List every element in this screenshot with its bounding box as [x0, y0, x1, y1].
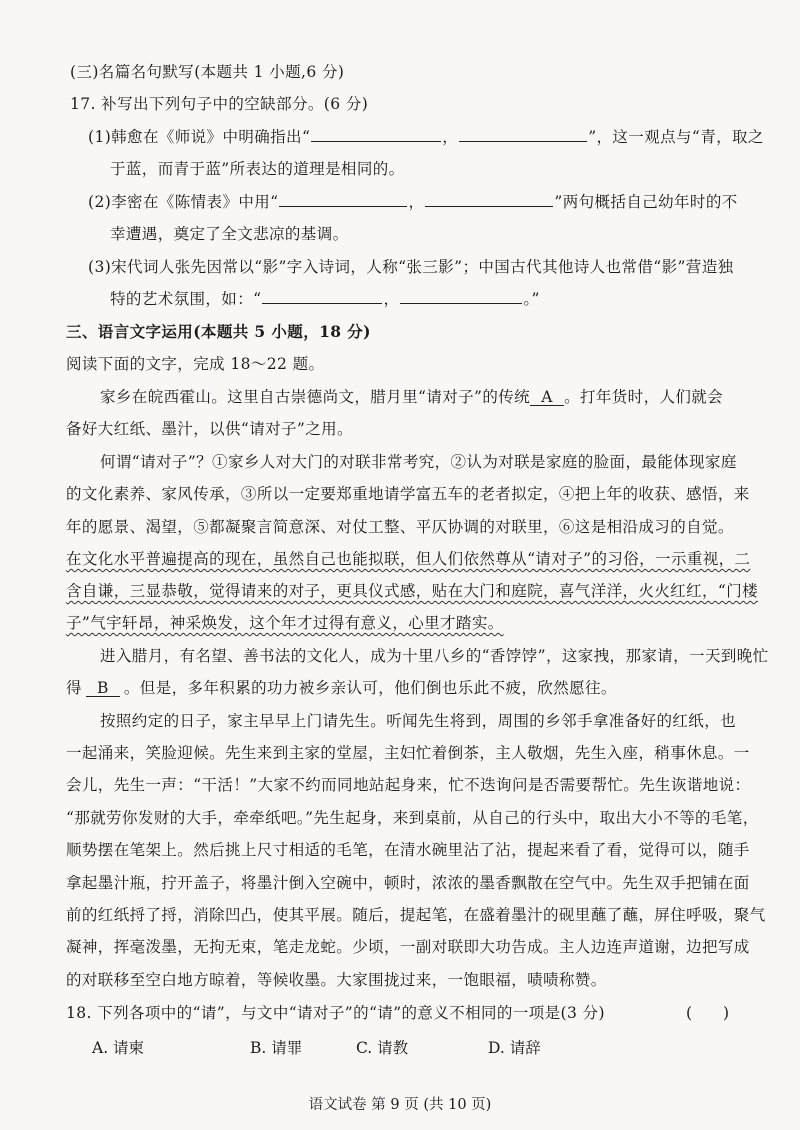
passage-text: 的对联移至空白地方晾着，等候收墨。大家围拢过来，一饱眼福，啧啧称赞。 — [66, 971, 607, 989]
item-2-text-c: 幸遭遇，奠定了全文悲凉的基调。 — [110, 225, 349, 243]
underlined-text: 子”气宇轩昂，神采焕发，这个年才过得有意义，心里才踏实。 — [66, 614, 504, 632]
item-3-text-c: 。” — [523, 290, 540, 308]
passage-text: 年的愿景、渴望，⑤都凝聚言简意深、对仗工整、平仄协调的对联里，⑥这是相沿成习的自觉。 — [66, 518, 734, 536]
option-label: D. 请辞 — [488, 1039, 541, 1057]
option-label: C. 请教 — [356, 1039, 409, 1057]
passage-text: 备好大红纸、墨汁，以供“请对子”之用。 — [66, 420, 353, 438]
passage-text: 何谓“请对子”？①家乡人对大门的对联非常考究，②认为对联是家庭的脸面，最能体现家庭 — [100, 453, 737, 471]
passage-line — [100, 387, 723, 409]
blank-marker-b: B — [86, 680, 120, 697]
question-17-stem — [70, 94, 368, 116]
passage-text: 前的红纸捋了捋，消除凹凸，使其平展。随后，提起笔，在盛着墨汁的砚里蘸了蘸，屏住呼吸，聚气 — [66, 906, 766, 924]
passage-line — [100, 452, 737, 474]
option-label: A. 请柬 — [92, 1039, 145, 1057]
item-2-comma: ， — [408, 193, 425, 211]
answer-blank[interactable] — [262, 289, 382, 304]
passage-line — [66, 775, 750, 797]
passage-text: 拿起墨汁瓶，拧开盖子，将墨汁倒入空碗中，顿时，浓浓的墨香飘散在空气中。先生双手把铺在面 — [66, 874, 750, 892]
answer-blank[interactable] — [279, 192, 407, 207]
section-heading-poems — [70, 62, 344, 84]
blank-marker-a: A — [530, 389, 564, 406]
page-footer — [0, 1095, 800, 1115]
passage-line — [66, 678, 617, 700]
passage-text: 。但是，多年积累的功力被乡亲认可，他们倒也乐此不疲，欣然愿往。 — [123, 679, 617, 697]
option-c[interactable] — [356, 1038, 408, 1058]
answer-parentheses[interactable] — [686, 1003, 729, 1023]
passage-line — [66, 905, 766, 927]
answer-blank[interactable] — [400, 289, 522, 304]
reading-instruction — [66, 354, 324, 376]
item-1-text-b: ”，这一观点与“青，取之 — [588, 128, 764, 146]
item-1-text-c: 于蓝，而青于蓝”所表达的道理是相同的。 — [110, 160, 405, 178]
question-18-stem — [66, 1003, 605, 1025]
passage-line — [66, 484, 750, 506]
question-17-item-1-cont — [110, 159, 405, 181]
passage-line — [66, 743, 750, 765]
item-2-text-b: ”两句概括自己幼年时的不 — [554, 193, 738, 211]
passage-line — [66, 840, 750, 862]
passage-text: 按照约定的日子，家主早早上门请先生。听闻先生将到，周围的乡邻手拿准备好的红纸，也 — [100, 712, 737, 730]
item-3-comma: ， — [383, 290, 400, 308]
passage-text: 顺势摆在笔架上。然后挑上尺寸相适的毛笔，在清水碗里沾了沾，提起来看了看，觉得可以，随手 — [66, 841, 750, 859]
passage-line — [66, 419, 353, 441]
item-3-text-b: 特的艺术氛围，如：“ — [110, 290, 262, 308]
passage-line — [66, 873, 750, 895]
question-17-item-3 — [88, 257, 734, 279]
passage-line — [66, 808, 759, 830]
passage-line — [66, 970, 607, 992]
passage-text: 。打年货时，人们就会 — [564, 388, 724, 406]
passage-line-underlined — [66, 613, 504, 635]
answer-blank[interactable] — [459, 127, 587, 142]
passage-text: 会儿，先生一声：“干活！”大家不约而同地站起身来，忙不迭询问是否需要帮忙。先生诙谐地说： — [66, 776, 751, 794]
item-1-text-a: (1)韩愈在《师说》中明确指出“ — [88, 128, 311, 146]
passage-line — [100, 711, 736, 733]
question-17-item-2 — [88, 192, 738, 214]
item-3-text-a: (3)宋代词人张先因常以“影”字入诗词，人称“张三影”；中国古代其他诗人也常借“影”营造独 — [88, 258, 734, 276]
passage-text: 进入腊月，有名望、善书法的文化人，成为十里八乡的“香饽饽”，这家拽，那家请，一天到晚忙 — [100, 647, 769, 665]
question-18-text: 18. 下列各项中的“请”，与文中“请对子”的“请”的意义不相同的一项是(3 分) — [66, 1004, 605, 1022]
section-heading-text: 三、语言文字运用(本题共 5 小题，18 分) — [66, 322, 371, 341]
answer-blank[interactable] — [311, 127, 441, 142]
passage-line — [66, 517, 734, 539]
passage-line — [66, 937, 750, 959]
option-d[interactable] — [488, 1038, 541, 1058]
paren-text: ( ) — [686, 1004, 730, 1022]
question-17-item-3-cont — [110, 289, 540, 311]
section-heading-language — [66, 322, 371, 344]
passage-line-underlined — [66, 549, 750, 571]
question-17-item-2-cont — [110, 224, 349, 246]
question-17-text: 17. 补写出下列句子中的空缺部分。(6 分) — [70, 95, 369, 113]
passage-text: 一起涌来，笑脸迎候。先生来到主家的堂屋，主妇忙着倒茶，主人敬烟，先生入座，稍事休息。一 — [66, 744, 750, 762]
passage-text: 家乡在皖西霍山。这里自古崇德尚文，腊月里“请对子”的传统 — [100, 388, 531, 406]
passage-line — [100, 646, 769, 668]
underlined-text: 含自谦，三显恭敬，觉得请来的对子，更具仪式感，贴在大门和庭院，喜气洋洋，火火红红，“门楼 — [66, 582, 759, 600]
option-a[interactable] — [92, 1038, 144, 1058]
passage-text: 的文化素养、家风传承，③所以一定要郑重地请学富五车的老者拟定，④把上年的收获、感悟，来 — [66, 485, 750, 503]
passage-text: 得 — [66, 679, 82, 697]
instruction-text: 阅读下面的文字，完成 18～22 题。 — [66, 355, 325, 373]
item-1-comma: ， — [442, 128, 459, 146]
option-b[interactable] — [250, 1038, 302, 1058]
item-2-text-a: (2)李密在《陈情表》中用“ — [88, 193, 279, 211]
page-number-text: 语文试卷 第 9 页 (共 10 页) — [308, 1097, 492, 1113]
passage-text: 凝神，挥毫泼墨，无拘无束，笔走龙蛇。少顷，一副对联即大功告成。主人边连声道谢，边把写成 — [66, 938, 750, 956]
passage-line-underlined — [66, 581, 758, 603]
question-17-item-1 — [88, 127, 764, 149]
answer-blank[interactable] — [425, 192, 553, 207]
option-label: B. 请罪 — [250, 1039, 303, 1057]
section-heading-text: (三)名篇名句默写(本题共 1 小题,6 分) — [70, 63, 345, 81]
underlined-text: 在文化水平普遍提高的现在，虽然自己也能拟联，但人们依然尊从“请对子”的习俗，一示重视，二 — [66, 550, 751, 568]
passage-text: “那就劳你发财的大手，牵牵纸吧。”先生起身，来到桌前，从自己的行头中，取出大小不等的毛笔， — [66, 809, 759, 827]
